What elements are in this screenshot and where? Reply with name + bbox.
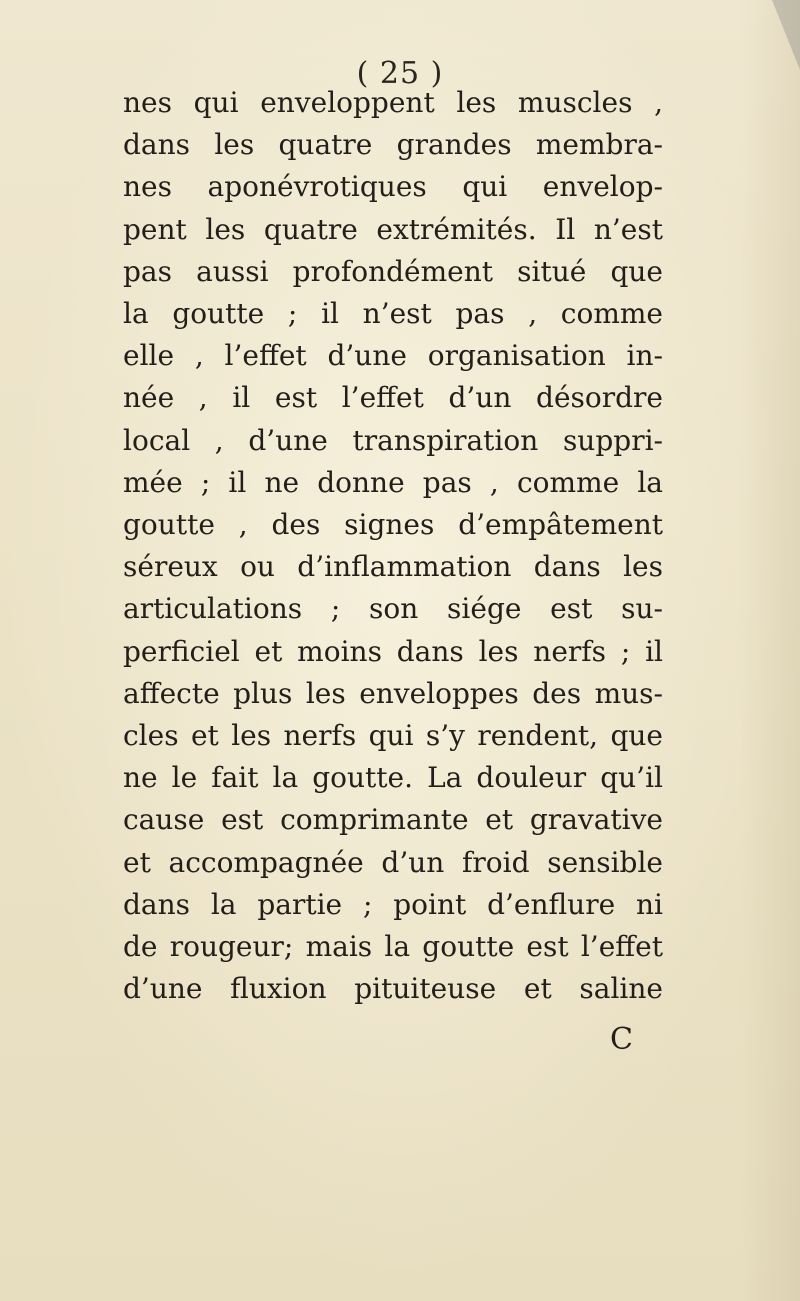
text-line: elle , l’effet d’une organisation in- xyxy=(123,339,663,373)
page-number: ( 25 ) xyxy=(356,56,444,91)
text-line: nes aponévrotiques qui envelop- xyxy=(123,170,663,204)
text-line: séreux ou d’inflammation dans les xyxy=(123,550,663,584)
text-line: cause est comprimante et gravative xyxy=(123,803,663,837)
text-line: cles et les nerfs qui s’y rendent, que xyxy=(123,719,663,753)
text-line: d’une fluxion pituiteuse et saline xyxy=(123,972,663,1006)
text-line: perficiel et moins dans les nerfs ; il xyxy=(123,634,663,668)
signature-mark: C xyxy=(610,1022,633,1057)
text-line: pas aussi profondément situé que xyxy=(123,254,663,288)
text-line: goutte , des signes d’empâtement xyxy=(123,508,663,542)
text-line: de rougeur; mais la goutte est l’effet xyxy=(123,930,663,964)
text-line: affecte plus les enveloppes des mus- xyxy=(123,676,663,710)
text-line: dans les quatre grandes membra- xyxy=(123,128,663,162)
text-line: dans la partie ; point d’enflure ni xyxy=(123,887,663,921)
text-line: la goutte ; il n’est pas , comme xyxy=(123,297,663,331)
body-text xyxy=(123,82,663,1010)
page-corner xyxy=(772,0,800,70)
text-line: née , il est l’effet d’un désordre xyxy=(123,381,663,415)
text-line: ne le fait la goutte. La douleur qu’il xyxy=(123,761,663,795)
text-line: pent les quatre extrémités. Il n’est xyxy=(123,212,663,246)
text-line: mée ; il ne donne pas , comme la xyxy=(123,465,663,499)
text-line: articulations ; son siége est su- xyxy=(123,592,663,626)
text-line: et accompagnée d’un froid sensible xyxy=(123,845,663,879)
text-line: nes qui enveloppent les muscles , xyxy=(123,86,663,119)
text-line: local , d’une transpiration suppri- xyxy=(123,423,663,457)
